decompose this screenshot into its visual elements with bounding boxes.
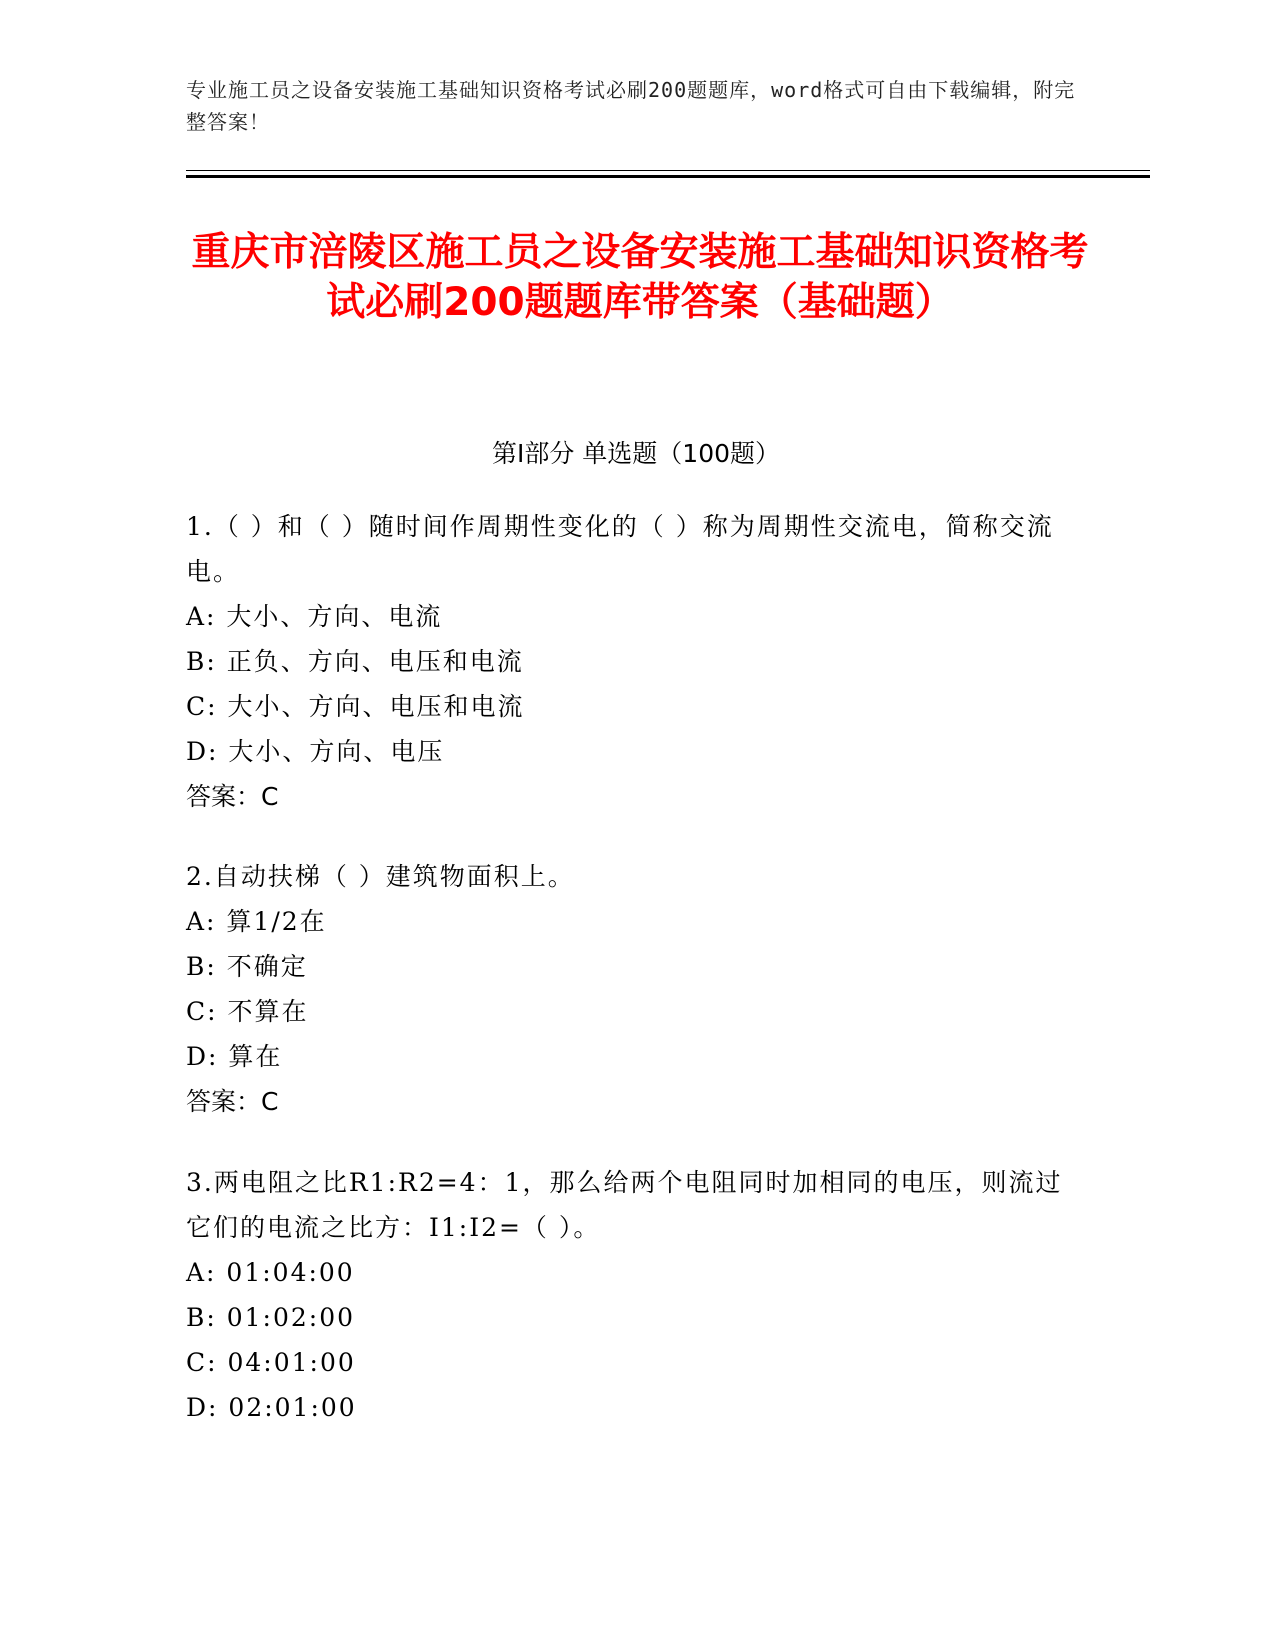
question-stem: 2.自动扶梯（ ）建筑物面积上。 <box>186 862 575 891</box>
question-3 <box>186 1160 1086 1430</box>
document-title: 重庆市涪陵区施工员之设备安装施工基础知识资格考试必刷200题题库带答案（基础题） <box>191 230 1089 325</box>
option-b: B: 01:02:00 <box>186 1303 356 1332</box>
question-stem: 1.（ ）和（ ）随时间作周期性变化的（ ）称为周期性交流电，简称交流电。 <box>186 512 1054 586</box>
answer-line: 答案：C <box>186 782 279 811</box>
option-d: D: 大小、方向、电压 <box>186 737 445 766</box>
question-stem: 3.两电阻之比R1:R2=4：1，那么给两个电阻同时加相同的电压，则流过它们的电流之比方：I1:I2=（ ）。 <box>186 1168 1063 1242</box>
option-b: B: 不确定 <box>186 952 308 981</box>
question-2 <box>186 854 1086 1124</box>
option-a: A: 01:04:00 <box>186 1258 355 1287</box>
option-d: D: 算在 <box>186 1042 283 1071</box>
option-a: A: 大小、方向、电流 <box>186 602 443 631</box>
section-heading: 第Ⅰ部分 单选题（100题） <box>491 439 781 468</box>
header-note: 专业施工员之设备安装施工基础知识资格考试必刷200题题库，word格式可自由下载编辑，附完整答案！ <box>186 78 1076 134</box>
option-b: B: 正负、方向、电压和电流 <box>186 647 524 676</box>
option-a: A: 算1/2在 <box>186 907 327 936</box>
option-c: C: 大小、方向、电压和电流 <box>186 692 525 721</box>
answer-line: 答案：C <box>186 1087 279 1116</box>
option-c: C: 04:01:00 <box>186 1348 356 1377</box>
question-1 <box>186 504 1086 819</box>
option-d: D: 02:01:00 <box>186 1393 357 1422</box>
option-c: C: 不算在 <box>186 997 309 1026</box>
header-rule-thin <box>186 170 1150 171</box>
header-rule-thick <box>186 175 1150 178</box>
